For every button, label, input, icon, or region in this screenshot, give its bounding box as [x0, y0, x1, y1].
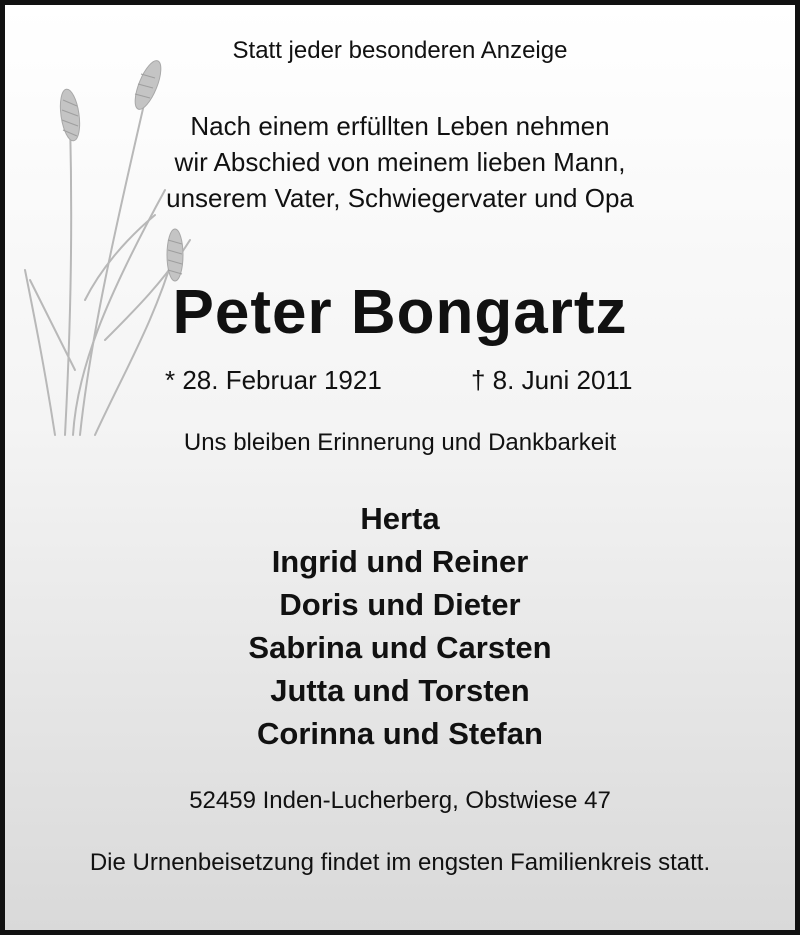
intro-line: Statt jeder besonderen Anzeige — [232, 37, 568, 64]
deceased-name: Peter Bongartz — [172, 278, 628, 347]
address-line: 52459 Inden-Lucherberg, Obstwiese 47 — [189, 787, 611, 814]
birth-date: * 28. Februar 1921 — [165, 365, 382, 395]
family-member: Jutta und Torsten — [270, 673, 530, 708]
family-member: Herta — [360, 501, 440, 536]
lead-line-3: unserem Vater, Schwiegervater und Opa — [166, 183, 634, 213]
family-member: Corinna und Stefan — [257, 716, 543, 751]
family-member: Ingrid und Reiner — [271, 544, 529, 579]
family-member: Doris und Dieter — [279, 587, 521, 622]
death-date: † 8. Juni 2011 — [471, 365, 633, 395]
family-member: Sabrina und Carsten — [248, 630, 552, 665]
lead-line-2: wir Abschied von meinem lieben Mann, — [174, 147, 626, 177]
closing-line: Die Urnenbeisetzung findet im engsten Familienkreis statt. — [89, 849, 711, 876]
memory-line: Uns bleiben Erinnerung und Dankbarkeit — [183, 429, 617, 456]
lead-line-1: Nach einem erfüllten Leben nehmen — [190, 111, 610, 141]
